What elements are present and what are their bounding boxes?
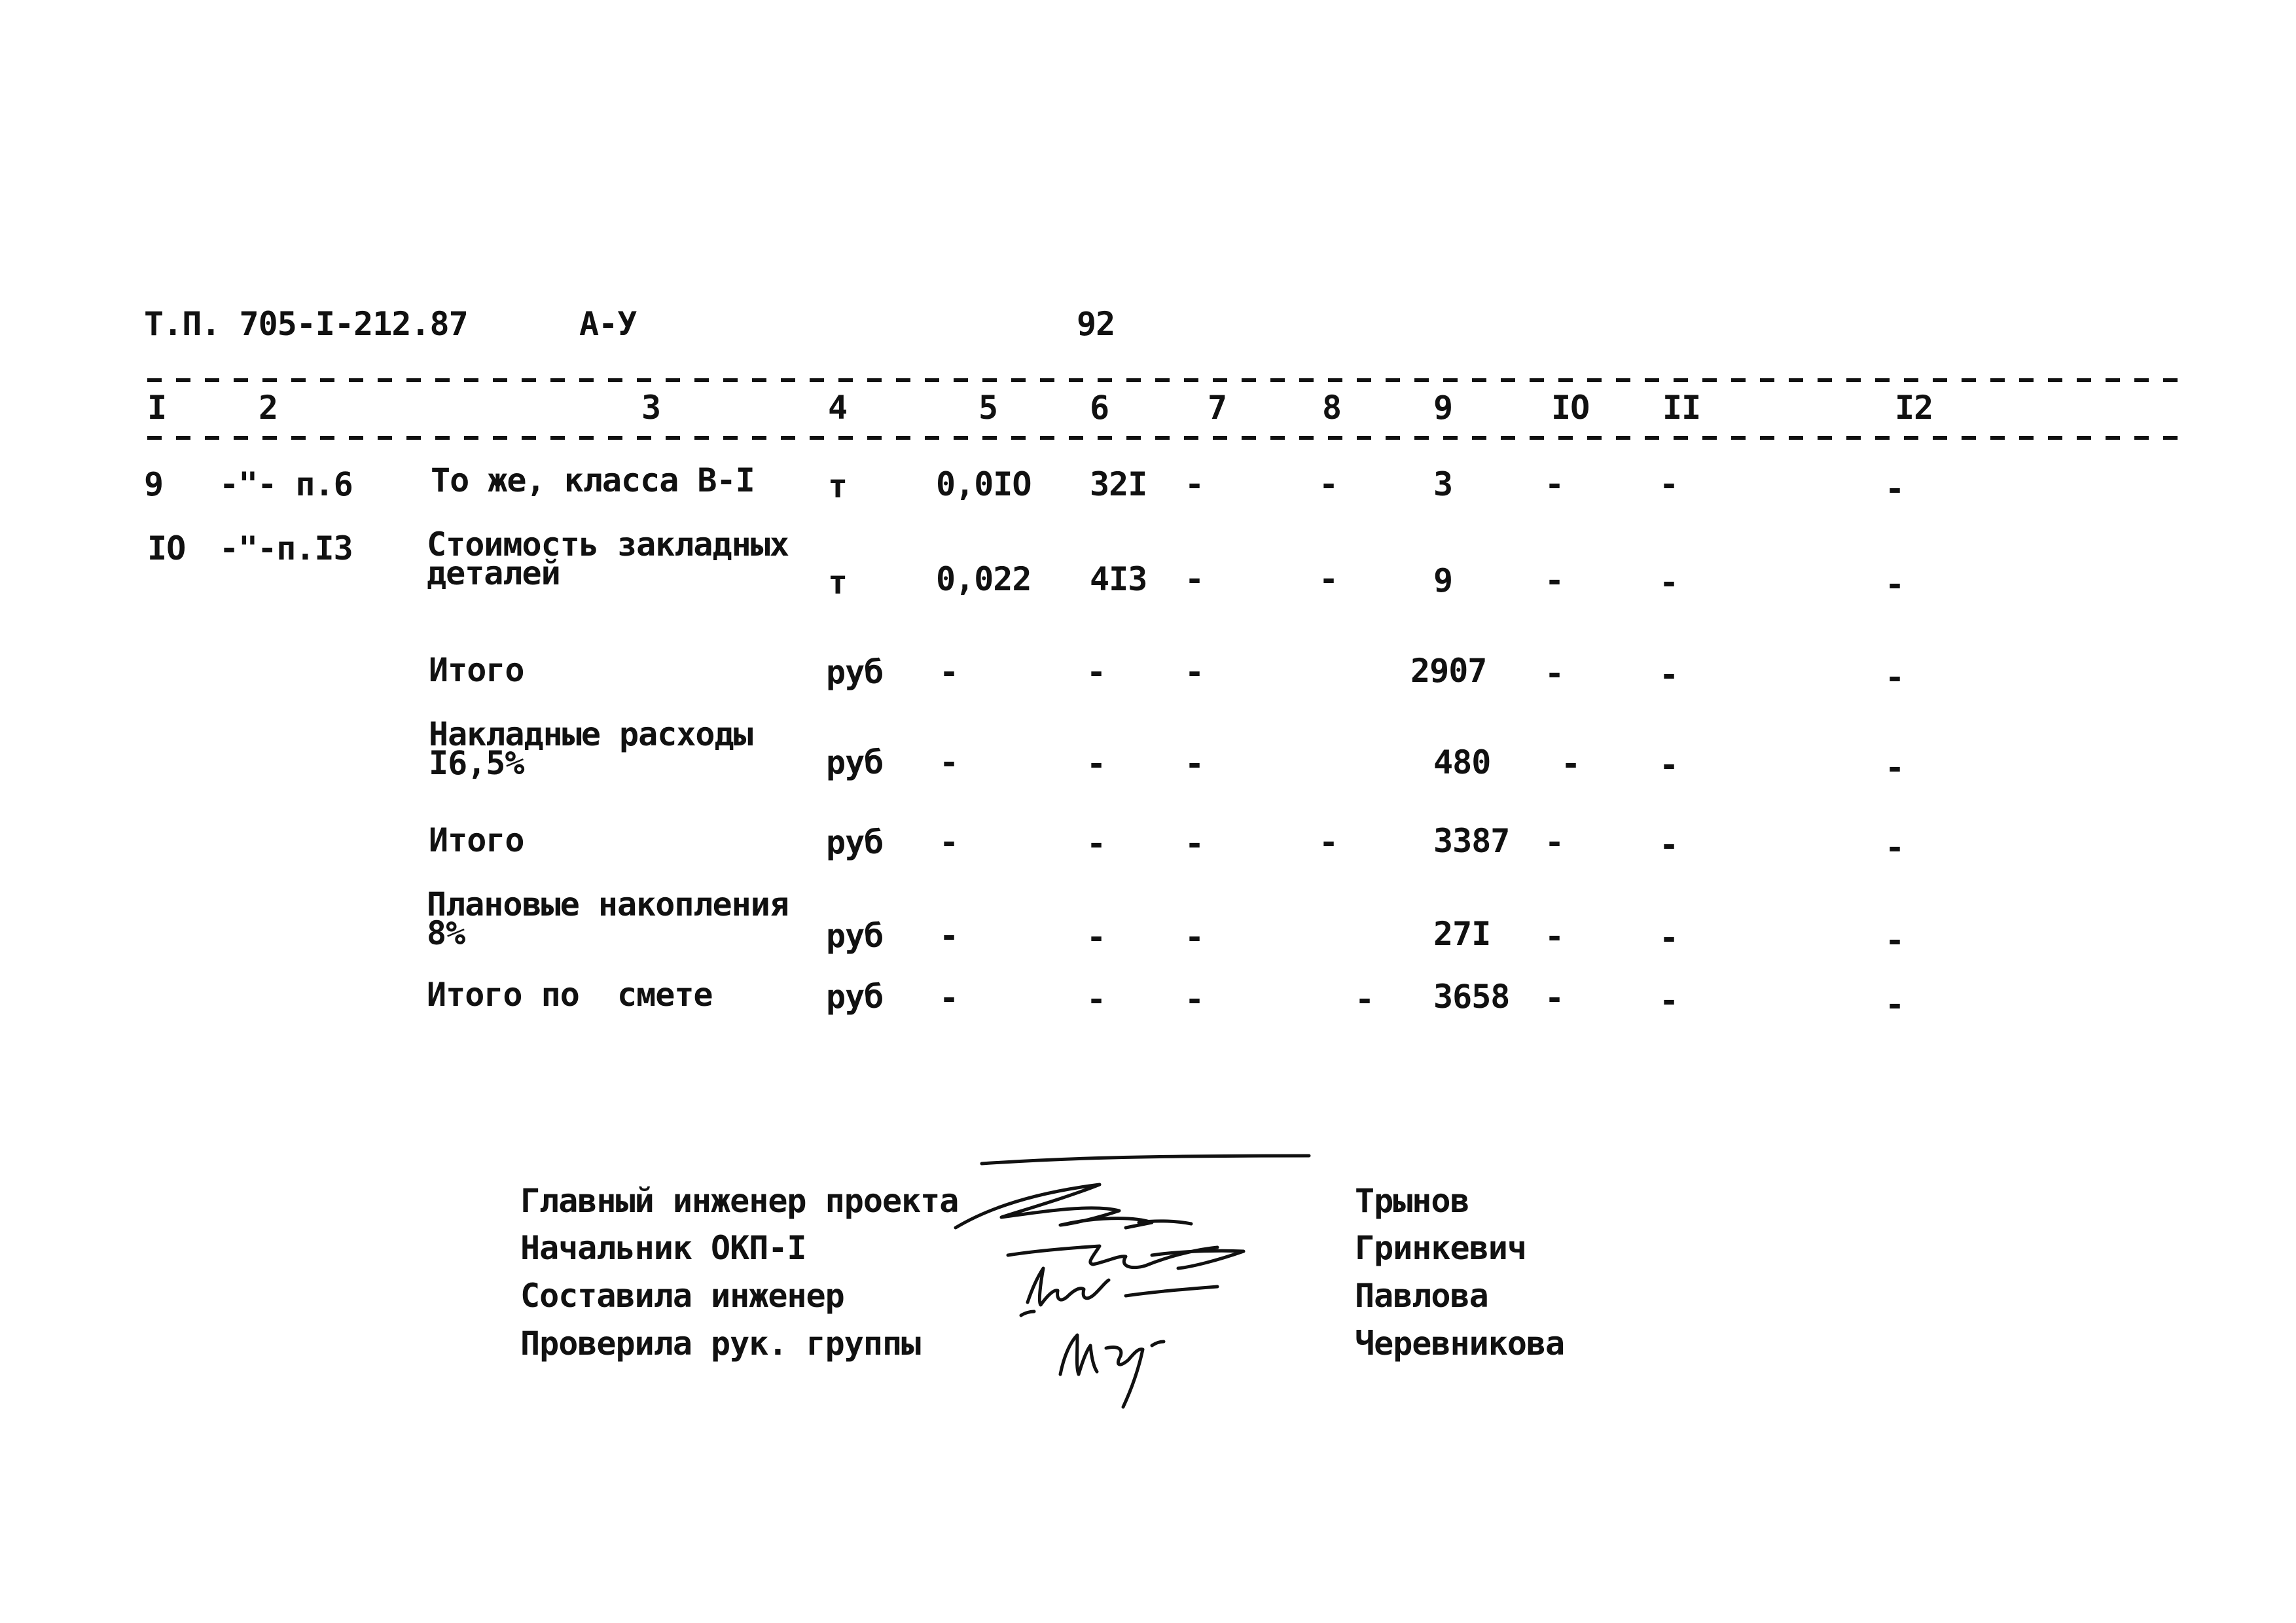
cell-col10: - — [1545, 562, 1564, 599]
cell-col10: - — [1561, 745, 1581, 783]
cell-unit: руб — [826, 653, 884, 691]
cell-col12: - — [1885, 986, 1905, 1024]
table-header-rule — [147, 436, 2183, 440]
cell-col11: - — [1659, 656, 1679, 694]
signature-name: Павлова — [1355, 1277, 1488, 1315]
cell-col6: 32I — [1090, 465, 1147, 503]
column-header: IO — [1551, 389, 1590, 427]
cell-col6: - — [1086, 653, 1106, 691]
column-header: 6 — [1090, 389, 1109, 427]
cell-col12: - — [1885, 749, 1905, 787]
signature-name: Гринкевич — [1355, 1229, 1526, 1267]
cell-unit: руб — [826, 743, 884, 781]
cell-col6: - — [1086, 918, 1106, 956]
cell-col11: - — [1659, 746, 1679, 784]
cell-col10: - — [1545, 465, 1564, 503]
cell-col12: - — [1885, 470, 1905, 508]
cell-col12: - — [1885, 565, 1905, 603]
column-header: I — [147, 389, 167, 427]
cell-quantity: - — [939, 823, 959, 861]
cell-col11: - — [1659, 826, 1679, 864]
signature-name: Трынов — [1355, 1182, 1469, 1220]
cell-col10: - — [1545, 654, 1564, 692]
cell-col7: - — [1185, 825, 1204, 863]
cell-number: IO — [147, 529, 186, 567]
cell-col6: - — [1086, 825, 1106, 863]
column-header: 7 — [1208, 389, 1227, 427]
cell-quantity: 0,0IO — [936, 465, 1031, 503]
cell-col9: 2907 — [1410, 652, 1487, 690]
cell-col7: - — [1185, 745, 1204, 783]
cell-description: Стоимость закладных деталей — [427, 526, 789, 592]
cell-unit: руб — [826, 917, 884, 955]
cell-unit: т — [828, 467, 848, 505]
cell-col10: - — [1545, 979, 1564, 1017]
cell-description: Итого — [429, 821, 524, 859]
column-header: 2 — [259, 389, 278, 427]
cell-col12: - — [1885, 658, 1905, 696]
column-header: I2 — [1895, 389, 1933, 427]
cell-col9: 3658 — [1433, 978, 1510, 1016]
cell-unit: руб — [826, 823, 884, 861]
cell-col6: 4I3 — [1090, 560, 1147, 598]
cell-number: 9 — [144, 465, 164, 503]
cell-col11: - — [1659, 563, 1679, 601]
column-header: 5 — [978, 389, 998, 427]
cell-col7: - — [1185, 653, 1204, 691]
cell-description: Плановые накопления 8% — [427, 885, 789, 952]
signature-name: Черевникова — [1355, 1325, 1565, 1363]
table-top-rule — [147, 378, 2183, 382]
cell-quantity: - — [939, 653, 959, 691]
doc-code: Т.П. 705-I-212.87 — [144, 305, 468, 343]
cell-quantity: - — [939, 917, 959, 955]
column-header: II — [1662, 389, 1701, 427]
cell-col10: - — [1545, 823, 1564, 861]
cell-description: Итого — [429, 651, 524, 689]
cell-reference: -"-п.I3 — [219, 529, 353, 567]
column-header: 8 — [1322, 389, 1342, 427]
cell-col9: 9 — [1433, 562, 1453, 599]
cell-col8: - — [1319, 823, 1338, 861]
page-number: 92 — [1077, 305, 1115, 343]
cell-col8: - — [1355, 980, 1374, 1018]
signature-role: Главный инженер проекта — [520, 1182, 959, 1220]
cell-col8: - — [1319, 465, 1338, 503]
cell-quantity: - — [939, 979, 959, 1017]
signature-role: Начальник ОКП-I — [520, 1229, 806, 1267]
cell-col12: - — [1885, 829, 1905, 866]
album-code: А-У — [579, 305, 637, 343]
column-header: 3 — [641, 389, 661, 427]
cell-col12: - — [1885, 921, 1905, 959]
cell-col8: - — [1319, 560, 1338, 598]
cell-col6: - — [1086, 980, 1106, 1018]
cell-col6: - — [1086, 745, 1106, 783]
cell-unit: т — [828, 563, 848, 601]
handwritten-signatures — [942, 1152, 1335, 1427]
cell-col9: 3 — [1433, 465, 1453, 503]
column-header: 9 — [1433, 389, 1453, 427]
cell-col7: - — [1185, 918, 1204, 956]
cell-reference: -"- п.6 — [219, 465, 353, 503]
cell-col9: 3387 — [1433, 822, 1510, 860]
cell-col7: - — [1185, 465, 1204, 503]
cell-col7: - — [1185, 560, 1204, 598]
cell-quantity: - — [939, 743, 959, 781]
cell-col7: - — [1185, 980, 1204, 1018]
signature-role: Составила инженер — [520, 1277, 844, 1315]
signature-role: Проверила рук. группы — [520, 1325, 921, 1363]
cell-description: Итого по смете — [427, 976, 713, 1014]
cell-unit: руб — [826, 978, 884, 1016]
cell-description: То же, класса В-I — [431, 461, 755, 499]
cell-description: Накладные расходы I6,5% — [429, 715, 753, 782]
cell-col9: 27I — [1433, 915, 1491, 953]
column-header: 4 — [828, 389, 848, 427]
cell-col11: - — [1659, 919, 1679, 957]
cell-col10: - — [1545, 918, 1564, 955]
cell-col11: - — [1659, 465, 1679, 503]
cell-col9: 480 — [1433, 743, 1491, 781]
cell-col11: - — [1659, 982, 1679, 1020]
cell-quantity: 0,022 — [936, 560, 1031, 598]
